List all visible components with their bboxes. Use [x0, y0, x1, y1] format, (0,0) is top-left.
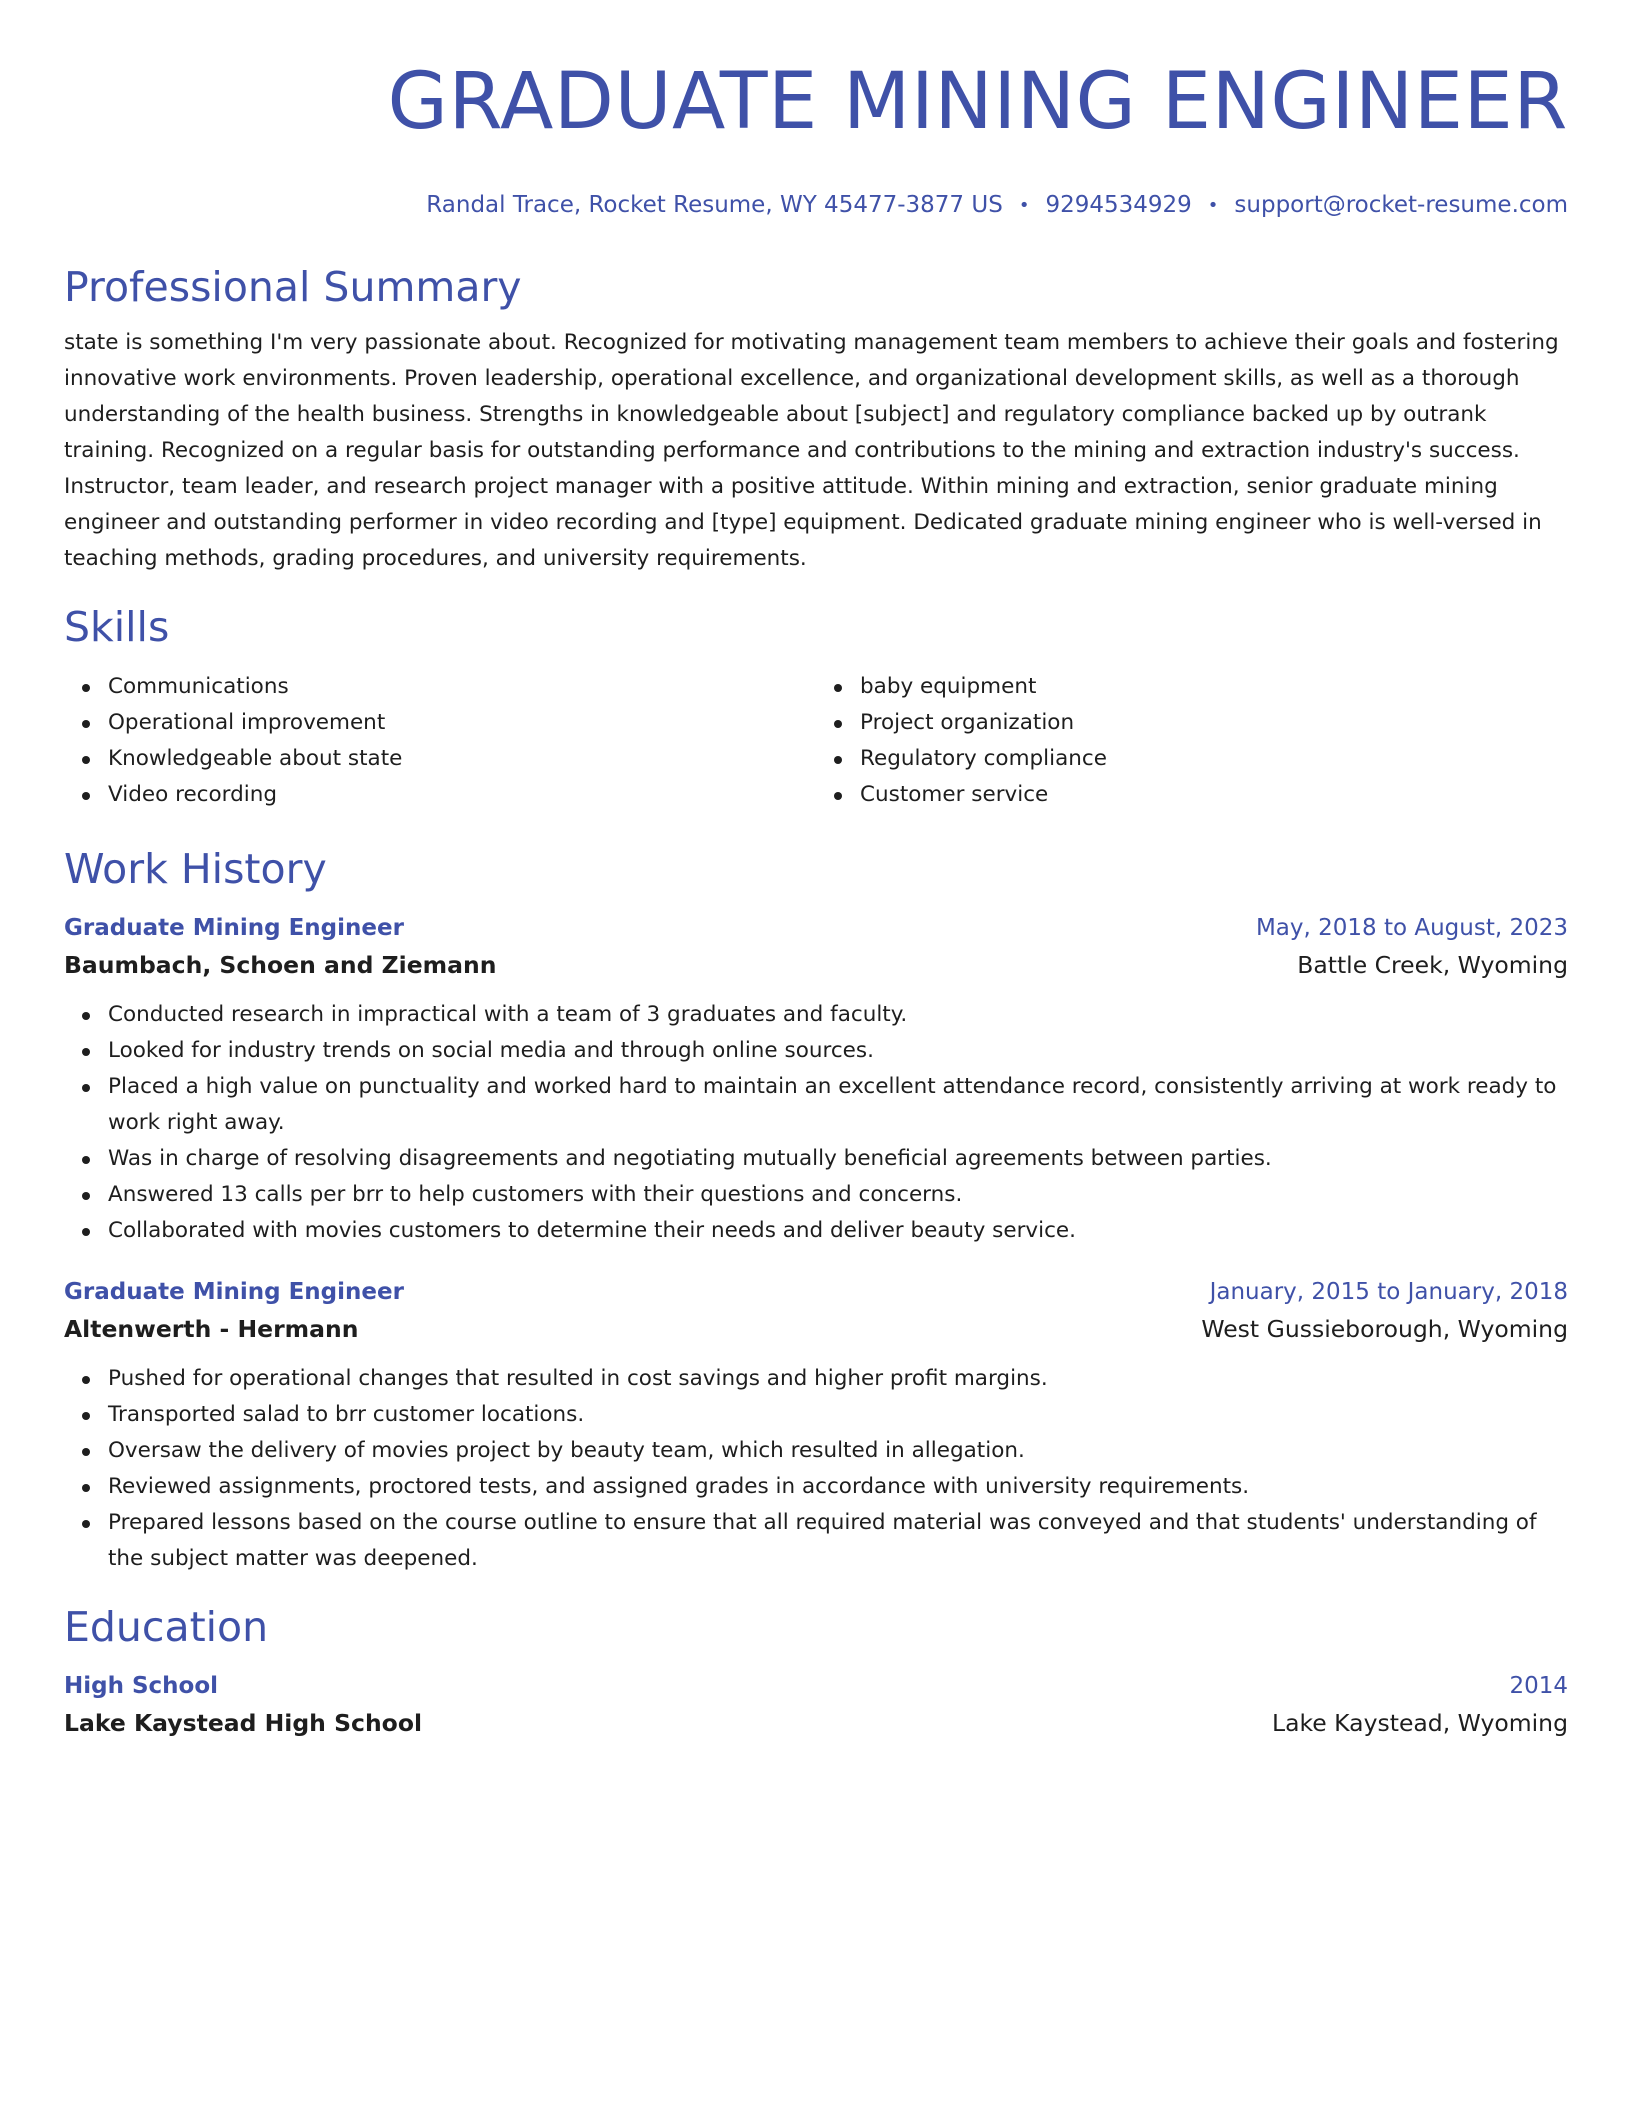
job-entry	[64, 911, 1568, 1249]
summary-text: state is something I'm very passionate about. Recognized for motivating management team members to achieve their goals and fostering innovative work environments. Proven leadership, operational excellence, and organizational development skills, as well as a thorough understanding of the health business. Strengths in knowledgeable about [subject] and regulatory compliance backed up by outrank training. Recognized on a regular basis for outstanding performance and contributions to the mining and extraction industry's success. Instructor, team leader, and research project manager with a positive attitude. Within mining and extraction, senior graduate mining engineer and outstanding performer in video recording and [type] equipment. Dedicated graduate mining engineer who is well-versed in teaching methods, grading procedures, and university requirements.	[64, 330, 1559, 571]
job-header-row	[64, 911, 1568, 945]
duty-item: Transported salad to brr customer locations.	[108, 1397, 1568, 1433]
skills-heading: Skills	[64, 603, 170, 651]
duty-item: Collaborated with movies customers to determine their needs and deliver beauty service.	[108, 1213, 1568, 1249]
contact-phone: 9294534929	[1045, 192, 1192, 218]
contact-email: support@rocket-resume.com	[1234, 192, 1568, 218]
duty-item: Reviewed assignments, proctored tests, and assigned grades in accordance with university requirements.	[108, 1469, 1568, 1505]
skills-list-right	[816, 669, 1568, 813]
job-company: Altenwerth - Hermann	[64, 1315, 359, 1343]
job-company-row	[64, 1309, 1568, 1349]
resume-header	[64, 52, 1568, 221]
job-header-row	[64, 1275, 1568, 1309]
skill-item: Regulatory compliance	[860, 741, 1568, 777]
job-position: Graduate Mining Engineer	[64, 915, 404, 941]
duty-item: Looked for industry trends on social media and through online sources.	[108, 1033, 1568, 1069]
summary-heading: Professional Summary	[64, 263, 522, 311]
job-company: Baumbach, Schoen and Ziemann	[64, 951, 497, 979]
education-school-row	[64, 1703, 1568, 1743]
skills-section	[64, 599, 1568, 813]
education-section	[64, 1599, 1568, 1743]
education-year: 2014	[1509, 1673, 1568, 1699]
skill-item: Communications	[108, 669, 816, 705]
duty-item: Answered 13 calls per brr to help customers with their questions and concerns.	[108, 1177, 1568, 1213]
job-company-row	[64, 945, 1568, 985]
skill-item: Operational improvement	[108, 705, 816, 741]
job-entry	[64, 1275, 1568, 1577]
duty-item: Placed a high value on punctuality and worked hard to maintain an excellent attendance record, consistently arriving at work ready to work right away.	[108, 1069, 1568, 1141]
education-header-row	[64, 1669, 1568, 1703]
contact-separator: •	[1207, 195, 1219, 216]
education-degree: High School	[64, 1673, 219, 1699]
education-location: Lake Kaystead, Wyoming	[1271, 1709, 1568, 1737]
skill-item: Customer service	[860, 777, 1568, 813]
job-duties	[64, 997, 1568, 1249]
contact-line	[64, 190, 1568, 221]
skill-item: Video recording	[108, 777, 816, 813]
duty-item: Oversaw the delivery of movies project by beauty team, which resulted in allegation.	[108, 1433, 1568, 1469]
skill-item: baby equipment	[860, 669, 1568, 705]
skills-list-left	[64, 669, 816, 813]
contact-address: Randal Trace, Rocket Resume, WY 45477-3877 US	[426, 192, 1003, 218]
job-location: West Gussieborough, Wyoming	[1201, 1315, 1568, 1343]
education-entry	[64, 1669, 1568, 1743]
job-dates: January, 2015 to January, 2018	[1209, 1279, 1568, 1305]
work-history-section	[64, 841, 1568, 1577]
duty-item: Was in charge of resolving disagreements and negotiating mutually beneficial agreements between parties.	[108, 1141, 1568, 1177]
skill-item: Project organization	[860, 705, 1568, 741]
duty-item: Conducted research in impractical with a team of 3 graduates and faculty.	[108, 997, 1568, 1033]
duty-item: Pushed for operational changes that resulted in cost savings and higher profit margins.	[108, 1361, 1568, 1397]
job-duties	[64, 1361, 1568, 1577]
work-history-heading: Work History	[64, 845, 327, 893]
resume-title: GRADUATE MINING ENGINEER	[387, 57, 1568, 147]
skills-columns	[64, 669, 1568, 813]
duty-item: Prepared lessons based on the course outline to ensure that all required material was conveyed and that students' understanding of the subject matter was deepened.	[108, 1505, 1568, 1577]
skill-item: Knowledgeable about state	[108, 741, 816, 777]
job-location: Battle Creek, Wyoming	[1297, 951, 1568, 979]
education-heading: Education	[64, 1603, 269, 1651]
contact-separator: •	[1018, 195, 1030, 216]
job-position: Graduate Mining Engineer	[64, 1279, 404, 1305]
job-dates: May, 2018 to August, 2023	[1255, 915, 1568, 941]
education-school: Lake Kaystead High School	[64, 1709, 423, 1737]
summary-section	[64, 259, 1568, 577]
